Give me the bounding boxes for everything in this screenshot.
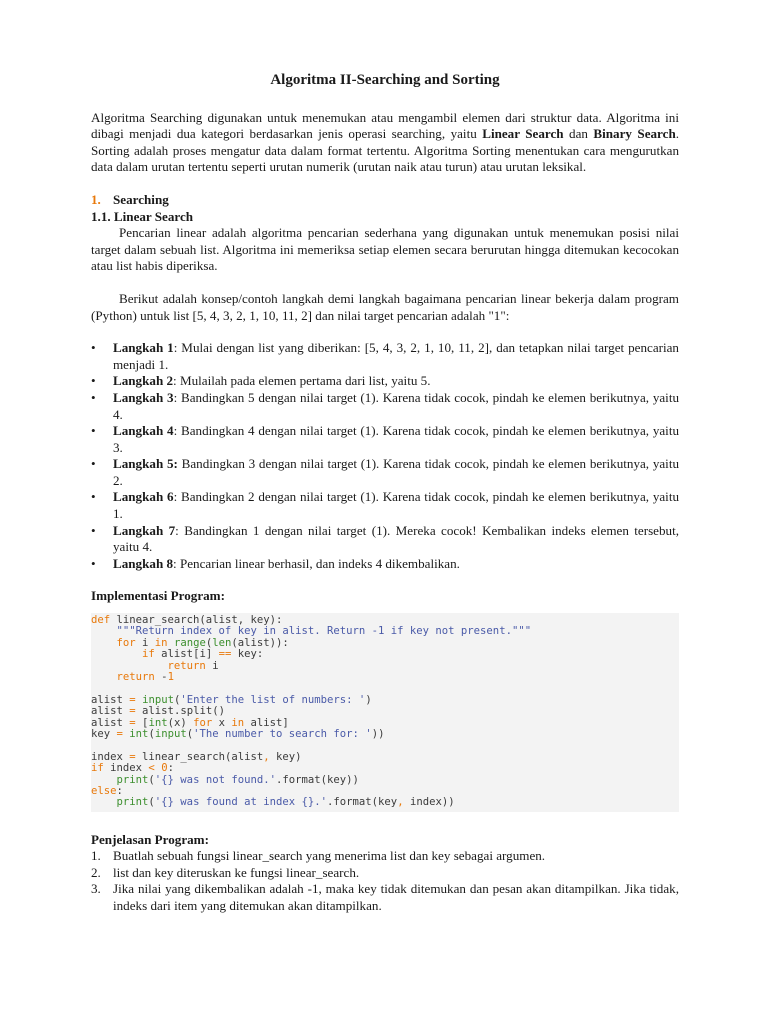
code-indent xyxy=(91,637,117,649)
step-text: : Bandingkan 5 dengan nilai target (1). Karena tidak cocok, pindah ke elemen berikutnya, yaitu 4. xyxy=(113,389,679,422)
linear-search-example-intro: Berikut adalah konsep/contoh langkah demi langkah bagaimana pencarian linear bekerja dalam program (Python) untuk list [5, 4, 3, 2, 1, 10, 11, 2] dan nilai target pencarian adalah "1": xyxy=(91,290,679,323)
code-builtin: input xyxy=(154,727,187,740)
list-item xyxy=(91,423,679,456)
bullet-icon: • xyxy=(91,456,96,472)
code-operator: < xyxy=(148,762,155,775)
code-text: .format(key xyxy=(327,796,398,809)
code-indent xyxy=(91,660,168,672)
linear-search-description: Pencarian linear adalah algoritma pencarian sederhana yang digunakan untuk menemukan posisi nilai target dalam sebuah list. Algoritma ini memeriksa setiap elemen secara berurutan hingga ditemukan kecocokan atau list habis diperiksa. xyxy=(91,225,679,274)
code-operator: = xyxy=(129,705,136,718)
code-keyword: in xyxy=(154,636,168,649)
code-text: key xyxy=(91,727,117,740)
code-line: """Return index of key in alist. Return -1 if key not present.""" xyxy=(91,625,532,638)
step-label: Langkah 5: xyxy=(113,456,178,472)
list-item xyxy=(91,865,679,882)
code-text: linear_search(alist, key): xyxy=(110,614,283,627)
code-text: ( xyxy=(186,727,194,740)
bullet-icon: • xyxy=(91,423,96,439)
step-label: Langkah 6 xyxy=(113,489,174,505)
code-keyword: for xyxy=(116,636,136,649)
code-text: ( xyxy=(148,796,155,809)
section-label: Searching xyxy=(113,191,169,207)
code-text: )) xyxy=(371,727,385,740)
intro-paragraph xyxy=(91,110,679,176)
code-text: alist xyxy=(91,716,130,729)
step-text: : Mulai dengan list yang diberikan: [5, 4, 3, 2, 1, 10, 11, 2], dan tetapkan nilai target pencarian menjadi 1. xyxy=(113,340,679,372)
list-item xyxy=(91,523,679,556)
step-label: Langkah 1 xyxy=(113,340,174,356)
list-item xyxy=(91,848,679,865)
code-keyword: if xyxy=(91,762,104,775)
code-text: key: xyxy=(231,648,264,661)
code-keyword: return xyxy=(167,659,206,672)
code-builtin: input xyxy=(142,693,174,706)
code-text: index xyxy=(91,750,130,763)
code-string: '{} was not found.' xyxy=(154,773,276,786)
list-item xyxy=(91,390,679,423)
code-text: linear_search(alist xyxy=(135,750,264,763)
item-text: Buatlah sebuah fungsi linear_search yang menerima list dan key sebagai argumen. xyxy=(113,848,546,864)
step-label: Langkah 7 xyxy=(113,522,176,538)
code-comma: , xyxy=(397,796,404,809)
bullet-icon: • xyxy=(91,522,96,538)
code-keyword: else xyxy=(91,784,117,797)
code-text: (alist)): xyxy=(231,636,289,649)
step-text: : Bandingkan 1 dengan nilai target (1). Mereka cocok! Kembalikan indeks elemen tersebut, yaitu 4. xyxy=(113,522,679,555)
code-keyword: return xyxy=(116,670,155,683)
code-text: : xyxy=(167,762,174,775)
code-keyword: if xyxy=(142,648,155,661)
code-indent xyxy=(91,648,142,660)
intro-text-2: . Sorting adalah proses mengatur data dalam format tertentu. Algoritma Sorting menentukan cara mengurutkan data dalam urutan tertentu seperti urutan numerik (urutan naik atau turun) atau urutan leksikal. xyxy=(91,126,680,175)
code-text: i xyxy=(205,659,219,672)
code-line xyxy=(91,752,679,763)
code-text: x xyxy=(212,716,232,729)
code-line xyxy=(91,729,679,740)
bullet-icon: • xyxy=(91,555,96,571)
bullet-icon: • xyxy=(91,340,96,356)
item-number: 1. xyxy=(91,848,101,864)
code-block xyxy=(91,613,679,812)
bullet-icon: • xyxy=(91,389,96,405)
code-keyword: in xyxy=(231,716,245,729)
code-text: alist[i] xyxy=(154,648,219,661)
code-number: 1 xyxy=(167,670,174,683)
step-text: : Mulailah pada elemen pertama dari list, yaitu 5. xyxy=(173,373,431,389)
code-text: ( xyxy=(173,693,181,706)
step-text: : Pencarian linear berhasil, dan indeks 4 dikembalikan. xyxy=(173,555,460,571)
step-label: Langkah 8 xyxy=(113,555,174,571)
bullet-icon: • xyxy=(91,373,96,389)
step-text: Bandingkan 3 dengan nilai target (1). Karena tidak cocok, pindah ke elemen berikutnya, yaitu 2. xyxy=(113,456,680,488)
code-line xyxy=(91,797,679,808)
code-line xyxy=(91,661,679,672)
code-operator: = xyxy=(129,693,136,706)
explanation-list xyxy=(91,848,679,914)
code-line xyxy=(91,775,679,786)
code-string: 'The number to search for: ' xyxy=(193,727,372,740)
explanation-heading: Penjelasan Program: xyxy=(91,831,209,847)
code-text: alist xyxy=(91,693,130,706)
intro-text-1: Algoritma Searching digunakan untuk menemukan atau mengambil elemen dari struktur data. Algoritma ini dibagi menjadi dua kategori berdasarkan jenis operasi searching, yaitu xyxy=(91,109,679,142)
code-text: (x) xyxy=(167,716,194,729)
step-text: : Bandingkan 2 dengan nilai target (1). Karena tidak cocok, pindah ke elemen berikutnya, yaitu 1. xyxy=(113,489,679,522)
step-text: : Bandingkan 4 dengan nilai target (1). Karena tidak cocok, pindah ke elemen berikutnya, yaitu 3. xyxy=(113,423,679,455)
document-content xyxy=(91,72,679,915)
code-number: 0 xyxy=(161,762,168,775)
list-item xyxy=(91,881,679,914)
item-text: list dan key diteruskan ke fungsi linear_search. xyxy=(113,864,360,880)
code-text: ) xyxy=(365,693,372,706)
code-operator: = xyxy=(129,716,136,729)
code-operator: == xyxy=(218,648,232,661)
binary-search-term: Binary Search xyxy=(593,126,676,142)
code-string: 'Enter the list of numbers: ' xyxy=(180,693,366,706)
code-indent xyxy=(91,671,117,683)
code-text: index)) xyxy=(403,796,455,809)
linear-search-term: Linear Search xyxy=(482,126,564,142)
code-builtin: int xyxy=(129,727,149,740)
step-label: Langkah 4 xyxy=(113,423,174,439)
code-text: key) xyxy=(269,750,302,763)
code-builtin: print xyxy=(116,796,149,809)
code-indent xyxy=(91,774,117,786)
list-item xyxy=(91,556,679,573)
bullet-icon: • xyxy=(91,489,96,505)
code-keyword: for xyxy=(193,716,213,729)
code-text: .format(key)) xyxy=(275,773,359,786)
code-text: ( xyxy=(148,727,155,740)
item-number: 3. xyxy=(91,881,101,897)
code-string: '{} was found at index {}.' xyxy=(154,796,328,809)
implementation-heading: Implementasi Program: xyxy=(91,588,225,604)
code-text: [ xyxy=(135,716,149,729)
step-label: Langkah 2 xyxy=(113,373,174,389)
code-line xyxy=(91,672,679,683)
subsection-heading-linear-search: 1.1. Linear Search xyxy=(91,208,194,224)
code-text: alist.split() xyxy=(135,705,225,718)
code-text: alist] xyxy=(244,716,289,729)
item-number: 2. xyxy=(91,864,101,880)
code-operator: = xyxy=(116,727,123,740)
item-text: Jika nilai yang dikembalikan adalah -1, maka key tidak ditemukan dan pesan akan ditampilkan. Jika tidak, indeks dari item yang ditemukan akan ditampilkan. xyxy=(113,881,679,914)
steps-list xyxy=(91,340,679,572)
step-label: Langkah 3 xyxy=(113,389,174,405)
code-text: : xyxy=(116,784,123,797)
list-item xyxy=(91,489,679,522)
list-item xyxy=(91,456,679,489)
page-title: Algoritma II-Searching and Sorting xyxy=(270,72,500,88)
code-indent xyxy=(91,796,117,808)
code-text: ( xyxy=(205,636,213,649)
code-text: index xyxy=(103,762,149,775)
code-builtin: len xyxy=(212,636,232,649)
code-text: ( xyxy=(148,773,155,786)
code-builtin: print xyxy=(116,773,149,786)
code-text: - xyxy=(154,670,168,683)
code-keyword: def xyxy=(91,614,111,627)
code-builtin: range xyxy=(173,636,206,649)
code-operator: = xyxy=(129,750,136,763)
code-text: i xyxy=(135,636,155,649)
list-item xyxy=(91,373,679,390)
list-item xyxy=(91,340,679,373)
intro-dan: dan xyxy=(563,126,594,142)
code-builtin: int xyxy=(148,716,168,729)
code-comma: , xyxy=(263,750,270,763)
code-text: alist xyxy=(91,705,130,718)
section-heading-searching xyxy=(91,192,679,209)
section-number: 1. xyxy=(91,191,101,207)
